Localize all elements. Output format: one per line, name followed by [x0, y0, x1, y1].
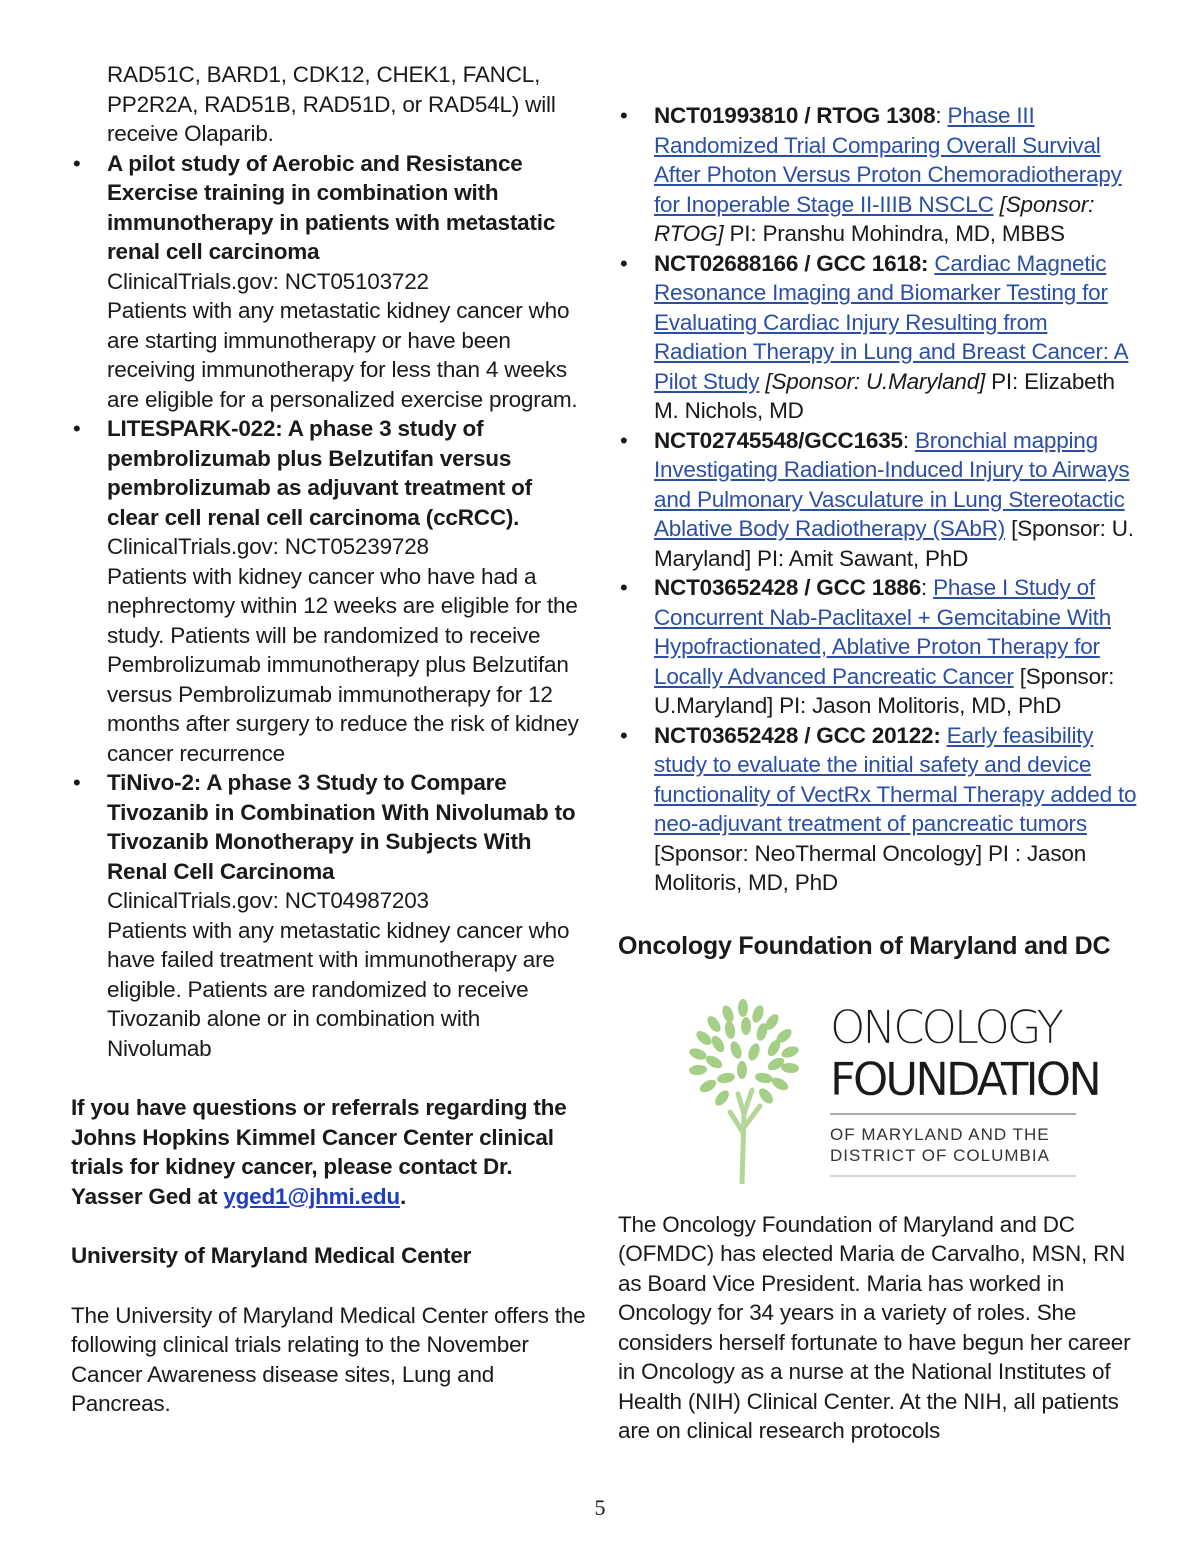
trial-pi: PI: Elizabeth M. Nichols, MD: [654, 368, 1115, 423]
trial-description: Patients with kidney cancer who have had a nephrectomy within 12 weeks are eligible for the study. Patients will be randomized to receive Pembrolizumab immunotherapy plus Belzutifan versus Pembrolizumab immunotherapy for 12 months after surgery to reduce the risk of kidney cancer recurrence: [107, 563, 579, 766]
trial-title: • LITESPARK-022: A phase 3 study of pembrolizumab plus Belzutifan versus pembrolizumab as adjuvant treatment of clear cell renal cell carcinoma (ccRCC).: [107, 416, 532, 530]
trial-id: NCT02745548/GCC1635: [654, 427, 903, 453]
logo-oncology: ONCOLOGY: [830, 1000, 1061, 1054]
list-item: [71, 149, 586, 415]
trial-id: NCT03652428 / GCC 20122:: [654, 722, 941, 748]
logo-subtitle-1: OF MARYLAND AND THE: [830, 1124, 1050, 1144]
list-item: [71, 414, 586, 768]
left-column: [71, 60, 586, 1419]
trial-sponsor: [Sponsor: U.Maryland]: [759, 368, 986, 394]
separator: :: [935, 103, 948, 128]
trial-link[interactable]: Phase I Study of Concurrent Nab-Paclitaxel + Gemcitabine With Hypofractionated, Ablative Proton Therapy for Locally Advanced Pancreatic Cancer: [654, 575, 1112, 689]
separator: :: [902, 427, 915, 453]
trial-link[interactable]: Phase III Randomized Trial Comparing Overall Survival After Photon Versus Proton Chemoradiotherapy for Inoperable Stage II-IIIB NSCLC: [654, 103, 1122, 217]
trial-pi: [Sponsor: U.Maryland] PI: Jason Molitoris, MD, PhD: [654, 663, 1115, 718]
logo-foundation: FOUNDATION: [830, 1052, 1099, 1106]
umm-trials-list: [618, 101, 1138, 898]
list-item: [618, 426, 1138, 574]
list-item: [618, 573, 1138, 721]
trial-title: • TiNivo-2: A phase 3 Study to Compare Tivozanib in Combination With Nivolumab to Tivozanib Monotherapy in Subjects With Renal Cell Carcinoma: [107, 770, 576, 884]
umm-intro: The University of Maryland Medical Center offers the following clinical trials relating to the November Cancer Awareness disease sites, Lung and Pancreas.: [71, 1302, 586, 1416]
trial-id: NCT03652428 / GCC 1886: [654, 575, 922, 600]
trial-description: Patients with any metastatic kidney cancer who are starting immunotherapy or have been receiving immunotherapy for less than 4 weeks are eligible for a personalized exercise program.: [107, 298, 578, 412]
umm-heading: University of Maryland Medical Center: [71, 1243, 472, 1268]
contact-end: .: [399, 1183, 407, 1209]
logo-subtitle-2: DISTRICT OF COLUMBIA: [830, 1145, 1050, 1165]
trial-title: • A pilot study of Aerobic and Resistance Exercise training in combination with immunotherapy in patients with metastatic renal cell carcinoma: [107, 150, 556, 264]
right-column: [618, 101, 1138, 1446]
trial-link[interactable]: Bronchial mapping Investigating Radiation-Induced Injury to Airways and Pulmonary Vasculature in Lung Stereotactic Ablative Body Radiotherapy (SAbR): [654, 427, 1130, 541]
list-item: [618, 249, 1138, 426]
trial-registry: ClinicalTrials.gov: NCT05103722: [107, 268, 429, 294]
ofmdc-heading: Oncology Foundation of Maryland and DC: [618, 931, 1111, 960]
ofmdc-body: The Oncology Foundation of Maryland and DC (OFMDC) has elected Maria de Carvalho, MSN, RN as Board Vice President. Maria has worked in Oncology for 34 years in a variety of roles. She considers herself fortunate to have begun her career in Oncology as a nurse at the National Institutes of Health (NIH) Clinical Center. At the NIH, all patients are on clinical research protocols: [618, 1211, 1131, 1443]
trial-description: Patients with any metastatic kidney cancer who have failed treatment with immunotherapy are eligible. Patients are randomized to receive Tivozanib alone or in combination with Nivolumab: [107, 917, 570, 1061]
trial-pi: PI: Pranshu Mohindra, MD, MBBS: [723, 221, 1065, 246]
list-item: [618, 101, 1138, 249]
contact-text: If you have questions or referrals regarding the Johns Hopkins Kimmel Cancer Center clinical trials for kidney cancer, please contact Dr. Yasser Ged at: [71, 1095, 567, 1209]
continuation-text: RAD51C, BARD1, CDK12, CHEK1, FANCL, PP2R2A, RAD51B, RAD51D, or RAD54L) will receive Olaparib.: [107, 62, 556, 146]
trial-link[interactable]: Early feasibility study to evaluate the initial safety and device functionality of VectRx Thermal Therapy added to neo-adjuvant treatment of pancreatic tumors: [654, 722, 1137, 836]
trial-id: NCT01993810 / RTOG 1308: [654, 103, 936, 128]
kidney-trials-list: [71, 149, 586, 1064]
contact-paragraph: [71, 1093, 586, 1211]
separator: :: [921, 575, 934, 600]
email-link[interactable]: yged1@jhmi.edu: [223, 1183, 400, 1209]
trial-link[interactable]: Cardiac Magnetic Resonance Imaging and Biomarker Testing for Evaluating Cardiac Injury Resulting from Radiation Therapy in Lung and Breast Cancer: A Pilot Study: [654, 250, 1129, 394]
trial-pi: [Sponsor: NeoThermal Oncology] PI : Jason Molitoris, MD, PhD: [654, 840, 1087, 895]
list-item: [71, 768, 586, 1063]
trial-pi: [Sponsor: U. Maryland] PI: Amit Sawant, PhD: [654, 516, 1134, 571]
trial-sponsor: [Sponsor: RTOG]: [654, 191, 1095, 246]
page-number: 5: [594, 1495, 606, 1520]
trial-registry: ClinicalTrials.gov: NCT05239728: [107, 534, 429, 559]
trial-registry: ClinicalTrials.gov: NCT04987203: [107, 888, 429, 913]
list-item: [618, 721, 1138, 898]
trial-id: NCT02688166 / GCC 1618:: [654, 250, 929, 276]
oncology-foundation-logo: [668, 994, 1099, 1184]
